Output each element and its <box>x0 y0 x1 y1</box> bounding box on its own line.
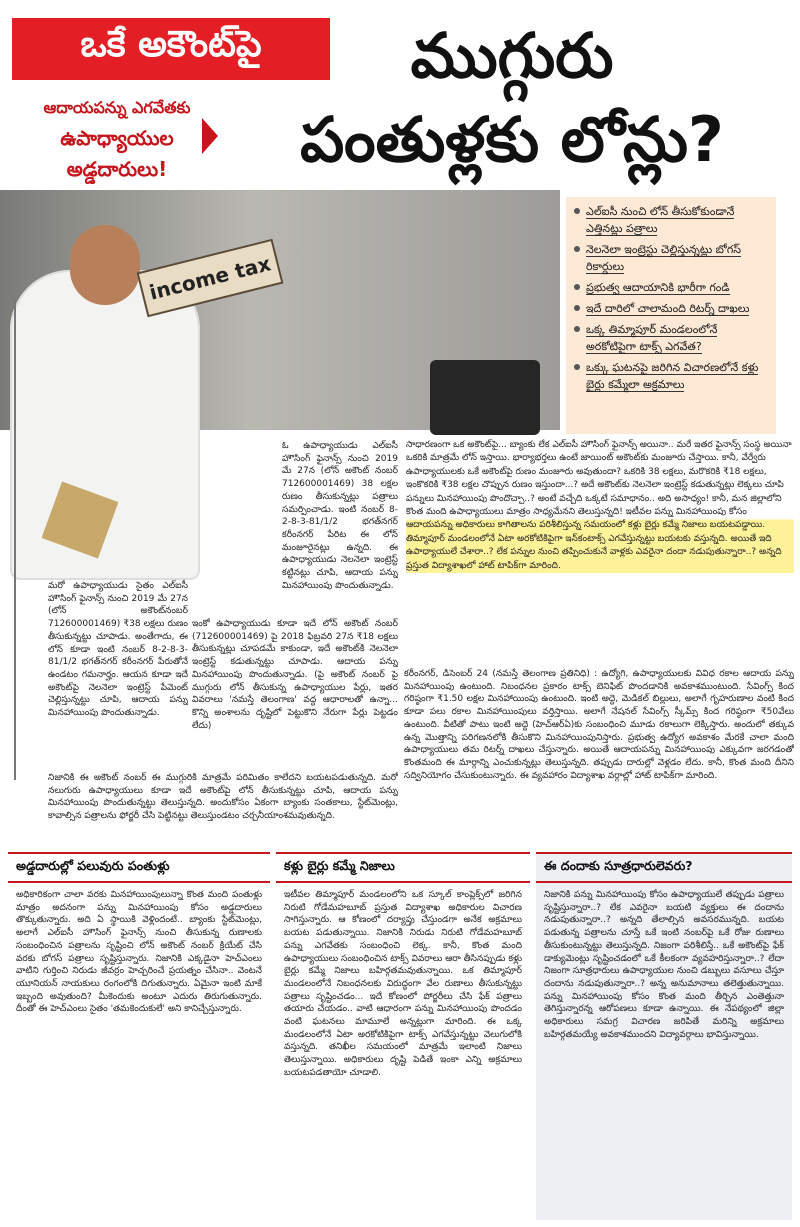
story-para-2: మరో ఉపాధ్యాయుడు సైతం ఎల్ఐసీ హౌసింగ్ ఫైనాన్స్ నుంచి 2019 మే 27న (లోన్ అకౌంట్‌నంబర్ 712600001469) ₹38 లక్షలు రుణం తీసుకున్నట్టు చూపాడు. అంతేగాదు, ఈ లోన్ కూడా ఇంటి నంబర్ 8-2-8-3-81/1/2 భగత్‌నగర్ కరీంనగర్ పేరుతోనే ఉండటం గమనార్హం. ఆయన కూడా ఇదే అకౌంట్‌పై నెలనెలా ఇంట్రెస్ట్ పేమెంట్ చెల్లిస్తున్నట్టు చూపి, ఆదాయ పన్ను మినహాయింపు పొందుతున్నాడు. <box>48 581 188 719</box>
headline-line2: పంతుళ్లకు లోన్లు? <box>300 103 724 176</box>
side-headline-line2: ఉపాధ్యాయుల <box>60 126 174 150</box>
photo-tax-card: income tax <box>137 239 284 318</box>
photo-man-head <box>70 225 140 305</box>
bullet-item: ఒక్క తిమ్మాపూర్ మండలంలోనే అరకోటిపైగా టాక్స్ ఎగవేత? <box>574 321 770 355</box>
side-headline-line1: ఆదాయపన్ను ఎగవేతకు <box>43 98 191 117</box>
story-para-3: ఇంకో ఉపాధ్యాయుడు కూడా ఇదే లోన్ అకౌంట్ నంబర్ (712600001469) పై 2018 ఫిబ్రవరి 27న ₹18 లక్షలు తీసుకున్నట్లు చూపడమే కాకుండా, ఇదే అకౌంట్‌కి నెలనెలా ఇంట్రెస్ట్ కడుతున్నట్టు చూపాడు. ఆదాయ పన్ను మినహాయింపు పొందుతున్నాడు. (పై అకౌంట్ నంబర్ పై ముగ్గురు లోన్ తీసుకున్న ఉపాధ్యాయుల పేర్లు, ఇతర వివరాలు 'నమస్తే తెలంగాణ' వద్ద ఆధారాలతో ఉన్నా... కొన్ని అంశాలను దృష్టిలో పెట్టుకొని నేరుగా పేర్లు పెట్టడం లేదు) <box>192 619 398 731</box>
highlight-box <box>400 437 800 664</box>
bullet-item: ప్రభుత్వ ఆదాయానికి భారీగా గండి <box>574 279 770 296</box>
story-para-1: ఓ ఉపాధ్యాయుడు ఎల్ఐసీ హౌసింగ్ ఫైనాన్స్ నుంచి 2019 మే 27న (లోన్ అకౌంట్ నంబర్ 712600001469) 38 లక్షల రుణం తీసుకున్నట్లు పత్రాలు సమర్పించాడు. ఇంటి నంబర్ 8-2-8-3-81/1/2 భగత్‌నగర్ కరీంనగర్ పేరిట ఈ లోన్ మంజూరైనట్లు ఉన్నది. ఈ ఉపాధ్యాయుడు నెలనెలా ఇంట్రెస్ట్ కట్టినట్లు చూపి, ఆదాయ పన్ను మినహాయింపు పొందుతున్నాడు. <box>282 441 398 591</box>
calculator-icon <box>430 360 540 435</box>
story-para-5: కరీంనగర్, డిసెంబర్ 24 (నమస్తే తెలంగాణ ప్రతినిధి) : ఉద్యోగి, ఉపాధ్యాయులకు వివిధ రకాల ఆదాయ పన్ను మినహాయింపు ఉంటుంది. నిబంధనల ప్రకారం టాక్స్ బెనిఫిట్ పొందడానికి అవకాశముంటుంది. సేవింగ్స్ కింద గరిష్ఠంగా ₹1.50 లక్షల మినహాయింపు ఉంటుంది. ఇంటి అద్దె, మెడికల్ బిల్లులు, అలాగే గృహరుణాల వంటి కింద కూడా పలు రకాల మినహాయింపులు వర్తిస్తాయి. అలాగే నేషనల్ సేవింగ్స్ స్కీమ్స్ కింద గరిష్ఠంగా ₹50వేలు ఉంటుంది. వీటితో పాటు ఇంటి అద్దె (హెచ్ఆర్ఏ)కు సంబంధించి మూడు రకాలుగా లెక్కిస్తారు. అందులో తక్కువ ఉన్న మొత్తాన్ని పరిగణనలోకి తీసుకొని మినహాయింపునిస్తారు. ప్రభుత్వ ఉద్యోగ అవకాశం మేరకే చాలా మంది ఉపాధ్యాయులు తమ రిటర్న్ దాఖలు చేస్తున్నారు. అయితే ఆదాయపన్ను మినహాయింపు ఎక్కువగా జరగడంతో కొంతమంది ఈ మార్గాన్ని ఎంచుకున్నట్లు తెలుస్తున్నది. తప్పుడు దారుల్లో వెళ్లడం లేదు. కానీ, కొంత మంది దీనిని సద్వినియోగం చేసుకుంటున్నారు. ఈ వ్యవహారం విద్యాశాఖ వర్గాల్లో హాట్ టాపిక్‌గా మారింది. <box>404 669 794 781</box>
column-3 <box>536 852 792 1220</box>
side-headline <box>22 92 212 185</box>
column-2-body: ఇటీవల తిమ్మాపూర్ మండలంలోని ఒక స్కూల్ కాంప్లెక్స్‌లో జరిగిన నిరుటి గోడేమహబూబ్ ప్రస్తుత విద్యాశాఖ అధికారుల విచారణ సాగిస్తున్నారు. ఆ కోణంలో దర్యాప్తు చేస్తుండగా అనేక అక్రమాలు బయట పడుతున్నాయి. నిజానికి నిరుడు నిరుటి గోడేమహబూబ్ పన్ను ఎగవేతకు సంబంధించి లెక్క. కానీ, కొంత మంది ఉపాధ్యాయులు సంబంధించిన టాక్స్ వివరాలు ఆరా తీసినప్పుడు కళ్లు బైర్లు కమ్మే నిజాలు బహిర్గతమవుతున్నాయి. ఒక తిమ్మాపూర్ మండలంలోనే నిబంధనలకు విరుద్ధంగా వేల రుణాలు తీసుకున్నట్టు పత్రాలు సృష్టించడం... ఇదే కోణంలో పోర్జరీలు చేసి ఫేక్ పత్రాలు తయారు చేయడం.. వాటి ఆధారంగా పన్ను మినహాయింపు పొందడం వంటి ఘటనలు మామూలే అన్నట్లుగా మారింది. ఈ ఒక్క మండలంలోనే ఏటా అరకోటికిపైగా టాక్స్ ఎగవేస్తున్నట్టు వెలుగులోకి వస్తున్నది. తనిఖీల సమయంలో మాత్రమే ఇలాంటి నిజాలు తెలుస్తున్నాయి. అధికారులు దృష్టి పెడితే ఇంకా ఎన్ని అక్రమాలు బయటపడతాయో చూడాలి. <box>284 890 522 1078</box>
highlight-text: సాధారణంగా ఒక అకౌంట్‌పై... బ్యాంకు లేక ఎల్ఐసీ హౌసింగ్ ఫైనాన్స్ అయినా.. మరే ఇతర ఫైనాన్స్ సంస్థ అయినా ఒకరికి మాత్రమే లోన్ ఇస్తాయి. భార్యాభర్తలు ఉంటే జాయింట్ అకౌంట్‌కు మంజూరు చేస్తాయి. కానీ, వేర్వేరు ఉపాధ్యాయులకు ఒకే అకౌంట్‌పై రుణం మంజూరు అవుతుందా? ఒకరికి 38 లక్షలు, మరొకరికి ₹18 లక్షలు, ఇంకొకరికి ₹38 లక్షల చొప్పున రుణం ఇస్తుందా...? అదే అకౌంట్‌కు నెలనెలా ఇంట్రెస్ట్ కడుతున్నట్లు లెక్కలు చూపి పన్నులు మినహాయింపు పొందొచ్చా..? అంటే వచ్చేది ఒక్కటే సమాధానం.. అది అసాధ్యం! కానీ, మన జిల్లాలోని కొంత మంది ఉపాధ్యాయులు మాత్రం సాధ్యమేనని తెలుస్తున్నది! ఇటీవల పన్ను మినహాయింపు కోసం ఆదాయపన్ను అధికారులు కాగితాలను పరిశీలిస్తున్న సమయంలో కళ్లు బైర్లు కమ్మే నిజాలు బయటపడ్డాయి. తిమ్మాపూర్ మండలంలోనే ఏటా అరకోటికిపైగా ఇన్‌కంటాక్స్ ఎగవేస్తున్నట్టు బయటకు వస్తున్నది. అయితే ఇది ఉపాధ్యాయులే చేశారా..? లేక పన్నుల నుంచి తప్పించుకునే వాళ్లకు ఎవరైనా దందా నడుపుతున్నారా..? అన్నది ప్రస్తుత విద్యాశాఖలో హాట్ టాపిక్‌గా మారింది. <box>406 439 794 573</box>
divider <box>14 300 16 780</box>
bullet-item: ఎల్ఐసీ నుంచి లోన్ తీసుకోకుండానే ఎత్తినట్లు పత్రాలు <box>574 203 770 237</box>
kicker-banner: ఒకే అకౌంట్‌పై <box>12 18 330 80</box>
column-2 <box>276 852 530 1220</box>
bullet-item: ఒక్కు ఘటనపై జరిగిన విచారణలోనే కళ్లు బైర్లు కమ్మేలా అక్రమాలు <box>574 359 770 393</box>
column-1-body: అధికారికంగా చాలా వరకు మినహాయింపులున్నా కొంత మంది పంతుళ్లు మాత్రం అదనంగా పన్ను మినహాయింపు కోసం అడ్డదారులు తొక్కుతున్నారు. అది ఏ స్థాయికి వెళ్లిందంటే.. బ్యాంకు స్టేట్‌మెంట్లు, అలాగే ఎల్ఐసీ హౌసింగ్ ఫైనాన్స్ నుంచి తీసుకున్న రుణాలకు సంబంధించిన పత్రాలను సృష్టించి లోన్ అకౌంట్ నంబర్ క్రియేట్ చేసి వరకు బోగస్ పత్రాలు సృష్టిస్తున్నారు. నిజానికి ఎక్కడైనా హెచ్ఎంలు వాటిని గుర్తించి నిరుడు జీవర్రం హెచ్చరించే ప్రయత్నం చేసినా.. వెంటనే యూనియన్ నాయకులు రంగంలోకి దిగుతున్నారు. ఏమైనా ఇంటి మాకే ఇబ్బంది అవుతుంది? మీకెందుకు అంటూ ఎదురు తిరుగుతున్నారు. దీంతో ఈ హెచ్ఎంలు సైతం 'తమకెందుకులే' అని కానిచ్చేస్తున్నారు. <box>16 890 262 1015</box>
arrow-icon <box>202 118 218 154</box>
main-headline <box>232 14 792 182</box>
column-3-title: ఈ దందాకు సూత్రధారులెవరు? <box>536 854 792 883</box>
headline-line1: ముగ్గురు <box>410 19 614 92</box>
column-1 <box>8 852 270 1220</box>
side-headline-line3: అడ్డదారులు! <box>66 157 168 181</box>
column-2-title: కళ్లు బైర్లు కమ్మే నిజాలు <box>276 854 530 883</box>
column-1-title: అడ్డదారుల్లో పలువురు పంతుళ్లు <box>8 854 270 883</box>
bullet-item: ఇదే దారిలో చాలామంది రిటర్న్ దాఖలు <box>574 300 770 317</box>
story-para-4: నిజానికి ఈ అకౌంట్ నంబర్ ఈ ముగ్గురికి మాత్రమే పరిమితం కాలేదని బయటపడుతున్నది. మరో నలుగురు ఉపాధ్యాయులు కూడా ఇదే అకౌంట్‌పై లోన్ తీసుకున్నట్టు చూపి, ఆదాయ పన్ను మినహాయింపు పొందుతున్నట్టు తెలుస్తున్నది. అందుకోసం ఏకంగా బ్యాంకు సంతకాలు, స్టేట్‌మెంట్లు, కావాల్సిన పత్రాలను ఫోర్జరీ చేసి పెట్టినట్టు తెలుస్తుండటం చర్చనీయాంశమవుతున్నది. <box>48 773 398 822</box>
bullet-box <box>566 197 776 434</box>
bullet-item: నెలనెలా ఇంట్రెస్టు చెల్లిస్తున్నట్లు బోగస్ రికార్డులు <box>574 241 770 275</box>
column-3-body: నిజానికి పన్ను మినహాయింపు కోసం ఉపాధ్యాయులే తప్పుడు పత్రాలు సృష్టిస్తున్నారా..? లేక ఎవరైనా బయటి వ్యక్తులు ఈ దందాను నడుపుతున్నారా..? అన్నది తేలాల్సిన అవసరమున్నది. బయట పడుతున్న పత్రాలను చూస్తే ఒకే ఇంటి నంబర్‌పై ఒకే రోజు రుణాలు తీసుకుంటున్నట్టు తెలుస్తున్నది. నిజంగా పరిశీలిస్తే.. ఒకే అకౌంట్‌పై ఫేక్ డాక్యుమెంట్లు సృష్టించడంలో ఒకే కీలకంగా వ్యవహరిస్తున్నారా..? లేదా నిజంగా సూత్రధారులు ఉపాధ్యాయుల నుంచి డబ్బులు వసూలు చేస్తూ దందాను నడుపుతున్నారా..? అన్న అనుమానాలు తలెత్తుతున్నాయి. పన్ను మినహాయింపు కోసం కొంత మంది తీర్చిన ఎంతెత్తునా తెగిస్తున్నారన్న ఆరోపణలు కూడా ఉన్నాయి. ఈ నేపథ్యంలో జిల్లా అధికారులు సమగ్ర విచారణ జరిపితే మరిన్ని అక్రమాలు బహిర్గతమయ్యే అవకాశముందని విద్యావర్గాలు భావిస్తున్నాయి. <box>544 890 784 1040</box>
